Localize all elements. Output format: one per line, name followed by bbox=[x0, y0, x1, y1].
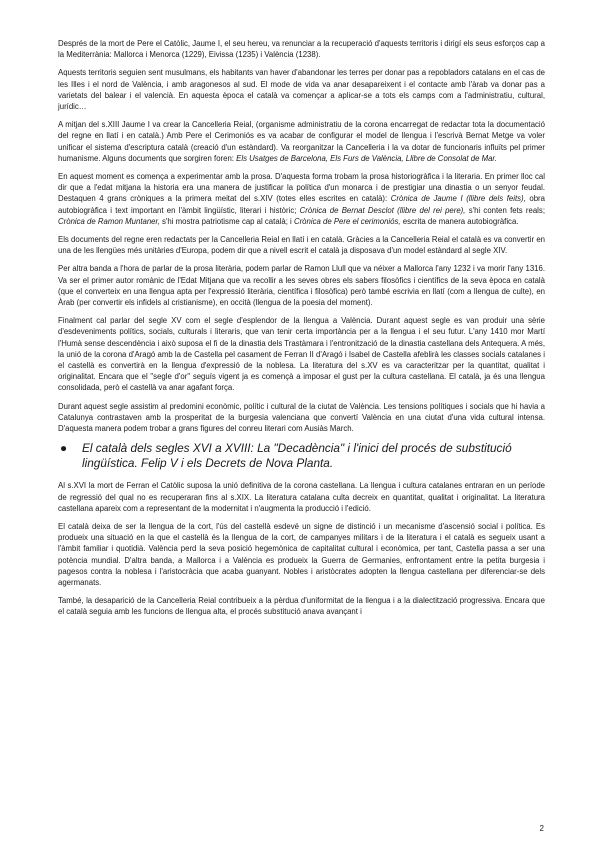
paragraph-10: El català deixa de ser la llengua de la cort, l'ús del castellà esdevé un signe de distinció i un mecanisme d'ascensió social i política. Es produeix una situació en la que el castellà és la llengua de la cort, de campanyes militars i de la literatura i el català es segueix usant a l'àmbit familiar i quotidià. València perd la seva posició hegemònica de capitalitat cultural i econòmica, per tant, Castella passa a ser una potència mundial. D'altra banda, a Mallorca i a València es produeix la Guerra de Germanies, enfrontament entre la petita burgesia i pagesos contra la noblesa i l'aristocràcia que acaba guanyant. Nobles i aristòcrates adopten la llengua castellana per diferenciar-se dels agermanats. bbox=[58, 521, 545, 587]
section-heading bbox=[58, 441, 545, 471]
paragraph-2: Aquests territoris seguien sent musulmans, els habitants van haver d'abandonar les terres per donar pas a repobladors catalans en el cas de les Illes i el nord de València, i amb aragonesos al sud. El mode de vida va anar desapareixent i el contacte amb l'àrab va donar pas a varietats del balear i el valencià. En aquesta època el català va començar a aplicar-se a tots els camps com a l'administratiu, cultural, jurídic… bbox=[58, 68, 545, 112]
paragraph-3: A mitjan del s.XIII Jaume I va crear la Cancelleria Reial, (organisme administratiu de la corona encarregat de redactar tota la documentació del regne en llatí i en català.) Amb Pere el Cerimoniós es va acabar de configurar el model de llengua i l'escrivà Bernat Metge va voler unificar el sistema d'escriptura català (creació d'un estàndard). Va reorganitzar la Cancelleria i la va dotar de funcionaris influïts pel primer humanisme. Alguns documents que sorgiren foren: Els Usatges de Barcelona, Els Furs de València, Llibre de Consolat de Mar. bbox=[58, 120, 545, 163]
paragraph-9: Al s.XVI la mort de Ferran el Catòlic suposa la unió definitiva de la corona castellana. La llengua i cultura catalanes entraran en un període de regressió del qual no es recuperaran fins al s.XIX. La literatura catalana culta decreix en quantitat, qualitat i originalitat. La literatura castellana apareix com a representant de la modernitat i n'augmenta la producció i l'edició. bbox=[58, 481, 545, 513]
paragraph-1: Després de la mort de Pere el Catòlic, Jaume I, el seu hereu, va renunciar a la recuperació d'aquests territoris i dirigí els seus esforços cap a la Mediterrània: Mallorca i Menorca (1229), Eivissa (1235) i València (1238). bbox=[58, 39, 545, 60]
page-number: 2 bbox=[539, 824, 544, 833]
italic-titles: Els Usatges de Barcelona, Els Furs de València, Llibre de Consolat de Mar. bbox=[236, 153, 497, 163]
paragraph-5: Els documents del regne eren redactats per la Cancelleria Reial en llatí i en català. Gràcies a la Cancelleria Reial el català es va convertir en una de les llengües més unitàries d'Europa, podem dir que a nivell escrit el català ja disposava d'un model estàndard al segle XIV. bbox=[58, 235, 545, 256]
paragraph-7: Finalment cal parlar del segle XV com el segle d'esplendor de la llengua a València. Durant aquest segle es van produir una sèrie d'esdeveniments polítics, socials, culturals i literaris, que van tenir certa importància per a la llengua i el seu futur. L'any 1410 mor Martí l'Humà sense descendència i això suposa el fi de la dinastia dels Trastàmara i l'entronització de la dinastia castellana dels Antequera. A més, la unió de la corona d'Aragó amb la de Castella pel casament de Ferran II d'Aragó i Isabel de Castella afeblirà les classes socials catalanes i el castellà es convertirà en la llengua d'expressió de la noblesa. La literatura del s.XV es va caracteritzar per la quantitat, qualitat i originalitat. Encara que el "segle d'or" seguís vigent ja es començà a imposar el gust per la cultura castellana. El català, ja és una llengua consolidada, però el castellà va anar agafant força. bbox=[58, 316, 545, 393]
section-heading-text: El català dels segles XVI a XVIII: La "Decadència" i l'inici del procés de substitució lingüística. Felip V i els Decrets de Nova Planta. bbox=[82, 441, 512, 471]
paragraph-4: En aquest moment es comença a experimentar amb la prosa. D'aquesta forma trobam la prosa historiogràfica i la literaria. En primer lloc cal dir que a l'edat mitjana la historia era una manera de justificar la política d'un monarca i de prestigiar una dinastia o un senyor feudal. Destaquen 4 grans cròniques a la primera meitat del s.XIV (totes elles escrites en català): Crònica de Jaume I (llibre dels feits), obra autobiogràfica i text important en l'àmbit lingüístic, literari i històric; Crònica de Bernat Desclot (llibre del rei pere), s'hi conten fets reals; Crònica de Ramon Muntaner, s'hi mostra patriotisme cap al català; i Crònica de Pere el cerimoniós, escrita de manera autobiogràfica. bbox=[58, 172, 545, 226]
document-page bbox=[58, 38, 545, 625]
paragraph-8: Durant aquest segle assistim al predomini econòmic, polític i cultural de la ciutat de València. Les tensions polítiques i socials que hi havia a Catalunya contrastaven amb la prosperitat de la burgesia valenciana que convertí València en una ciutat d'una vida cultural intensa. D'aquesta manera podem trobar a grans figures del conreu literari com Ausiàs March. bbox=[58, 401, 545, 434]
paragraph-11: També, la desaparició de la Cancelleria Reial contribueix a la pèrdua d'uniformitat de la llengua i a la dialectització progressiva. Encara que el català seguia amb les funcions de llengua alta, el procés substitució anava avançant i bbox=[58, 596, 545, 617]
bullet-icon: ● bbox=[60, 441, 68, 456]
paragraph-6: Per altra banda a l'hora de parlar de la prosa literària, podem parlar de Ramon Llull que va néixer a Mallorca l'any 1232 i va morir l'any 1316. Va ser el primer autor romànic de l'Edat Mitjana que va recollir a les seves obres els sabers filosòfics i científics de la seva època en català (que el converteix en una llengua apta per l'expressió literària, científica i filosòfica) però també escrivia en llatí (com a llengua de culte), en Àrab (per convertir els infidels al cristianisme), en occità (llengua de la poesia del moment). bbox=[58, 264, 545, 308]
